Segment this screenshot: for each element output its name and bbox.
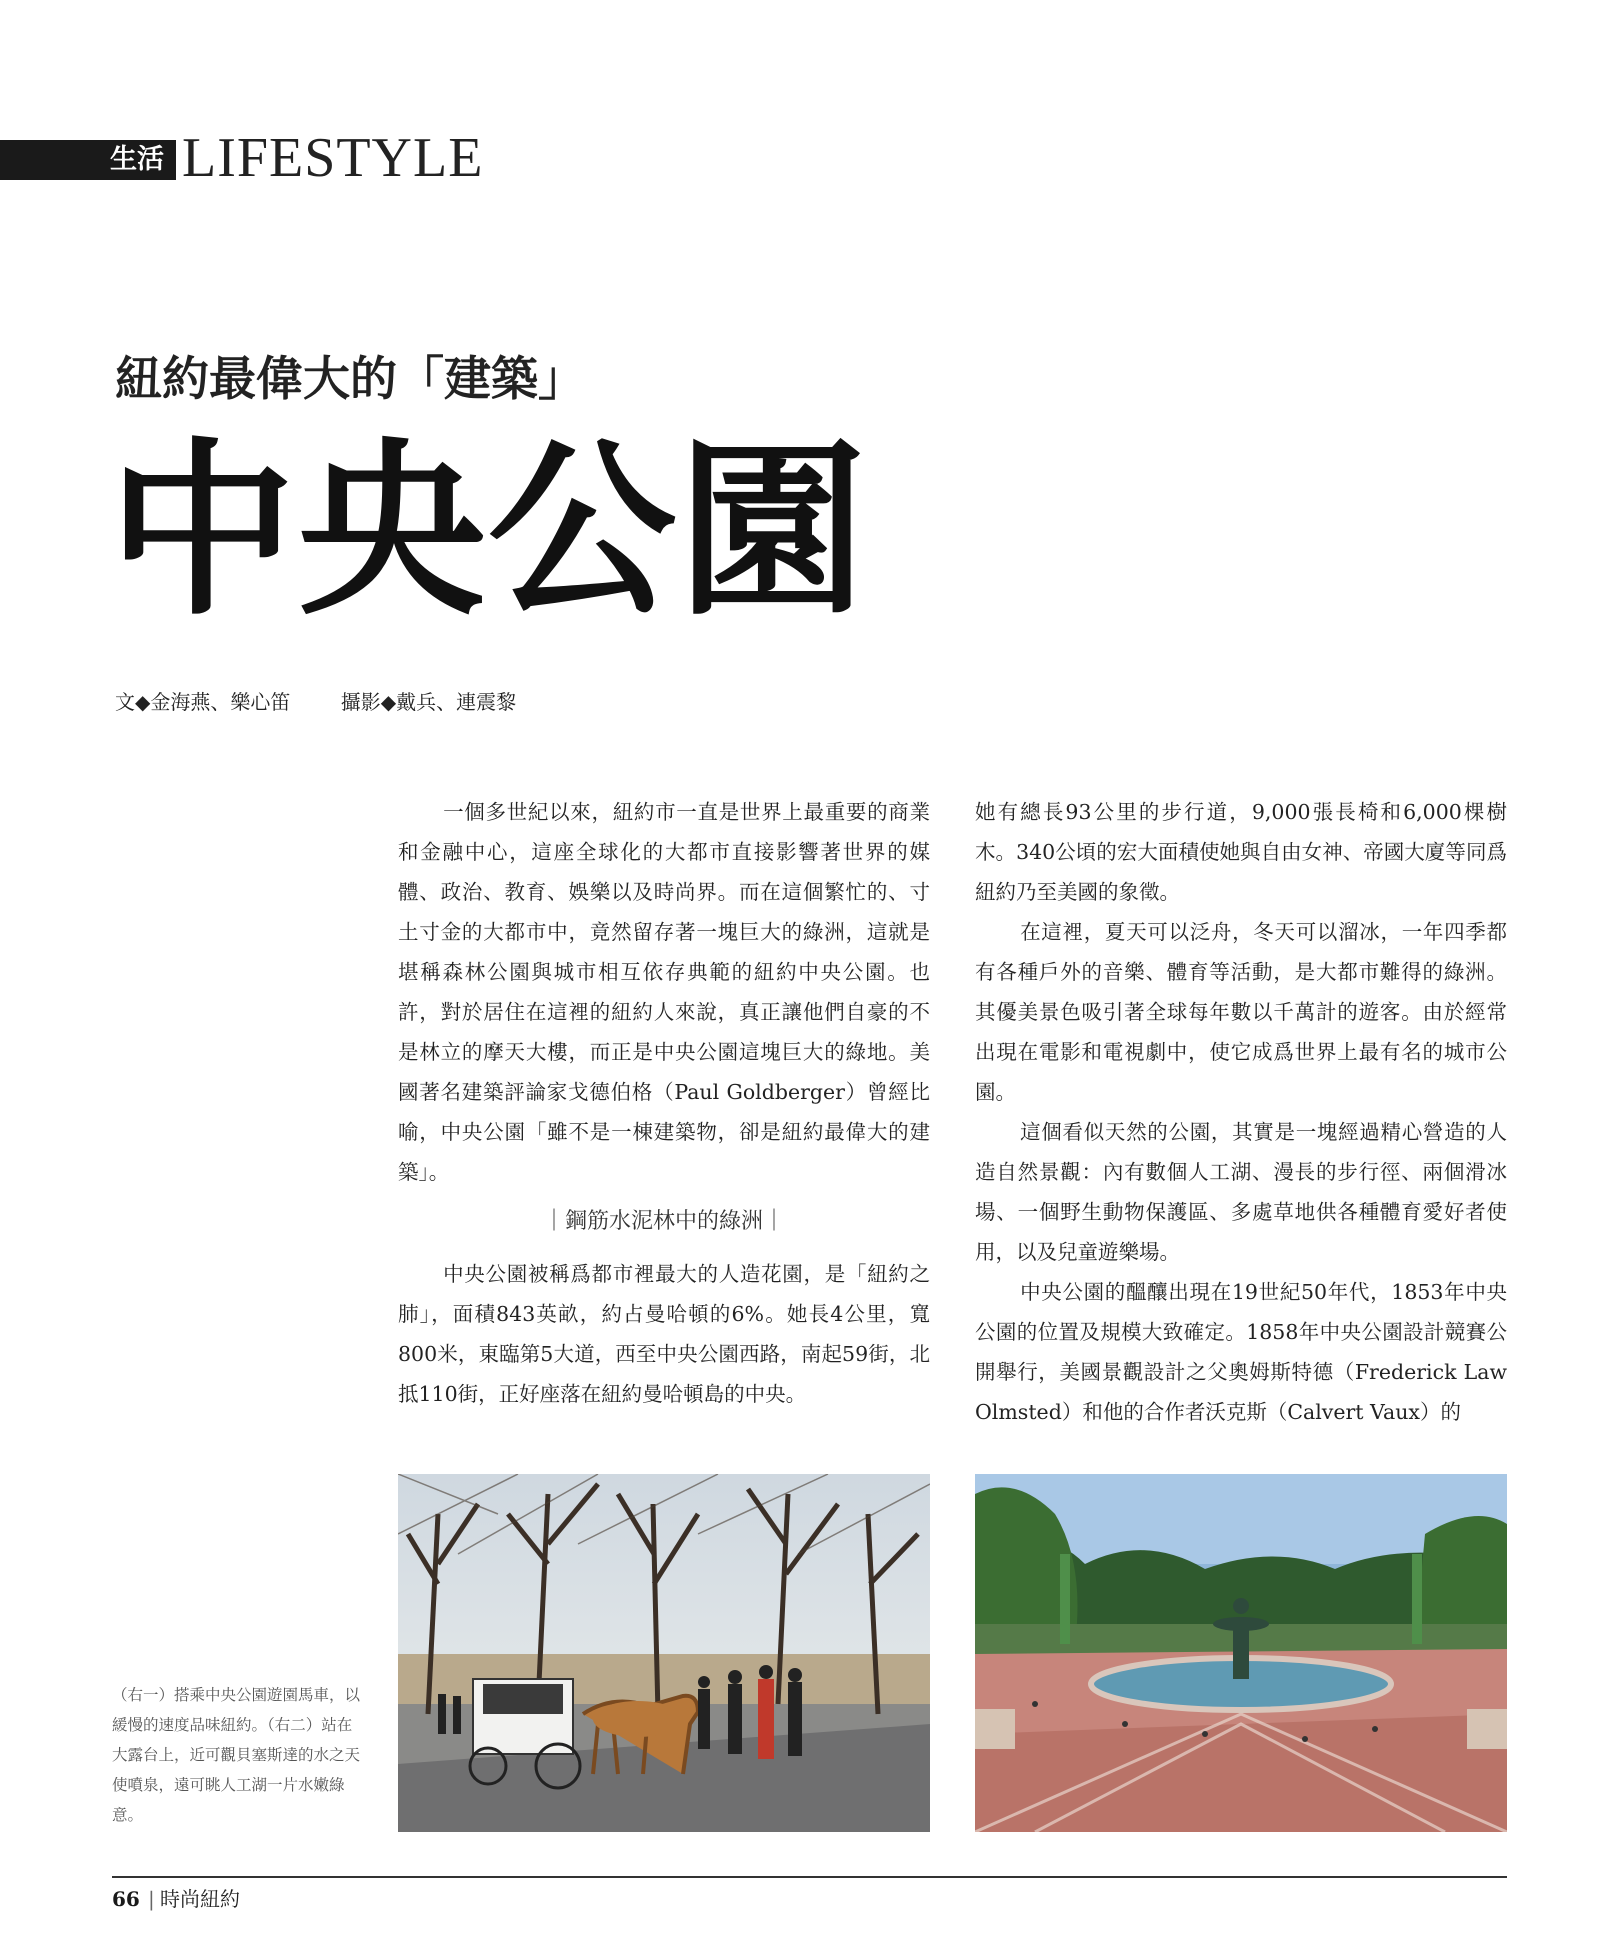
paragraph: 她有總長93公里的步行道，9,000張長椅和6,000棵樹木。340公頃的宏大面積使她與自由女神、帝國大廈等同爲紐約乃至美國的象徵。 (975, 800, 1507, 904)
fountain-photo (975, 1474, 1507, 1832)
fountain-photo-illustration (975, 1474, 1507, 1832)
article-column-1 (398, 792, 930, 1414)
footer-separator: | (148, 1887, 155, 1911)
photo-credit: 攝影◆戴兵、連震黎 (340, 690, 517, 714)
paragraph: 在這裡，夏天可以泛舟，冬天可以溜冰，一年四季都有各種戶外的音樂、體育等活動，是大都市難得的綠洲。其優美景色吸引著全球每年數以千萬計的遊客。由於經常出現在電影和電視劇中，使它成爲世界上最有名的城市公園。 (975, 920, 1507, 1104)
paragraph: 中央公園的醞釀出現在19世紀50年代，1853年中央公園的位置及規模大致確定。1858年中央公園設計競賽公開舉行，美國景觀設計之父奧姆斯特德（Frederick Law Olmsted）和他的合作者沃克斯（Calvert Vaux）的 (975, 1280, 1507, 1424)
author-credit: 文◆金海燕、樂心笛 (115, 690, 291, 714)
footer-rule (112, 1876, 1507, 1878)
magazine-name: 時尚紐約 (160, 1887, 240, 1911)
article-headline: 中央公園 (108, 422, 868, 641)
article-kicker: 紐約最偉大的「建築」 (115, 352, 585, 407)
section-subhead: ｜鋼筋水泥林中的綠洲｜ (542, 1209, 785, 1234)
carriage-photo (398, 1474, 930, 1832)
carriage-photo-illustration (398, 1474, 930, 1832)
page-number: 66 (112, 1887, 140, 1911)
paragraph: 這個看似天然的公園，其實是一塊經過精心營造的人造自然景觀：內有數個人工湖、漫長的步行徑、兩個滑冰場、一個野生動物保護區、多處草地供各種體育愛好者使用，以及兒童遊樂場。 (975, 1120, 1507, 1264)
paragraph: 一個多世紀以來，紐約市一直是世界上最重要的商業和金融中心，這座全球化的大都市直接影響著世界的媒體、政治、教育、娛樂以及時尚界。而在這個繁忙的、寸土寸金的大都市中，竟然留存著一塊巨大的綠洲，這就是堪稱森林公園與城市相互依存典範的紐約中央公園。也許，對於居住在這裡的紐約人來說，真正讓他們自豪的不是林立的摩天大樓，而正是中央公園這塊巨大的綠地。美國著名建築評論家戈德伯格（Paul Goldberger）曾經比喻，中央公園「雖不是一棟建築物，卻是紐約最偉大的建築」。 (398, 800, 930, 1184)
photo-caption: （右一）搭乘中央公園遊園馬車，以緩慢的速度品味紐約。（右二）站在大露台上，近可觀貝塞斯達的水之天使噴泉，遠可眺人工湖一片水嫩綠意。 (112, 1686, 361, 1824)
section-label-zh: 生活 (110, 144, 164, 175)
article-column-2 (975, 792, 1507, 1432)
paragraph: 中央公園被稱爲都市裡最大的人造花園，是「紐約之肺」，面積843英畝，約占曼哈頓的6%。她長4公里，寬800米，東臨第5大道，西至中央公園西路，南起59街，北抵110街，正好座落在紐約曼哈頓島的中央。 (398, 1262, 930, 1406)
article-credits (115, 688, 560, 716)
section-label-en: LIFESTYLE (182, 127, 484, 189)
